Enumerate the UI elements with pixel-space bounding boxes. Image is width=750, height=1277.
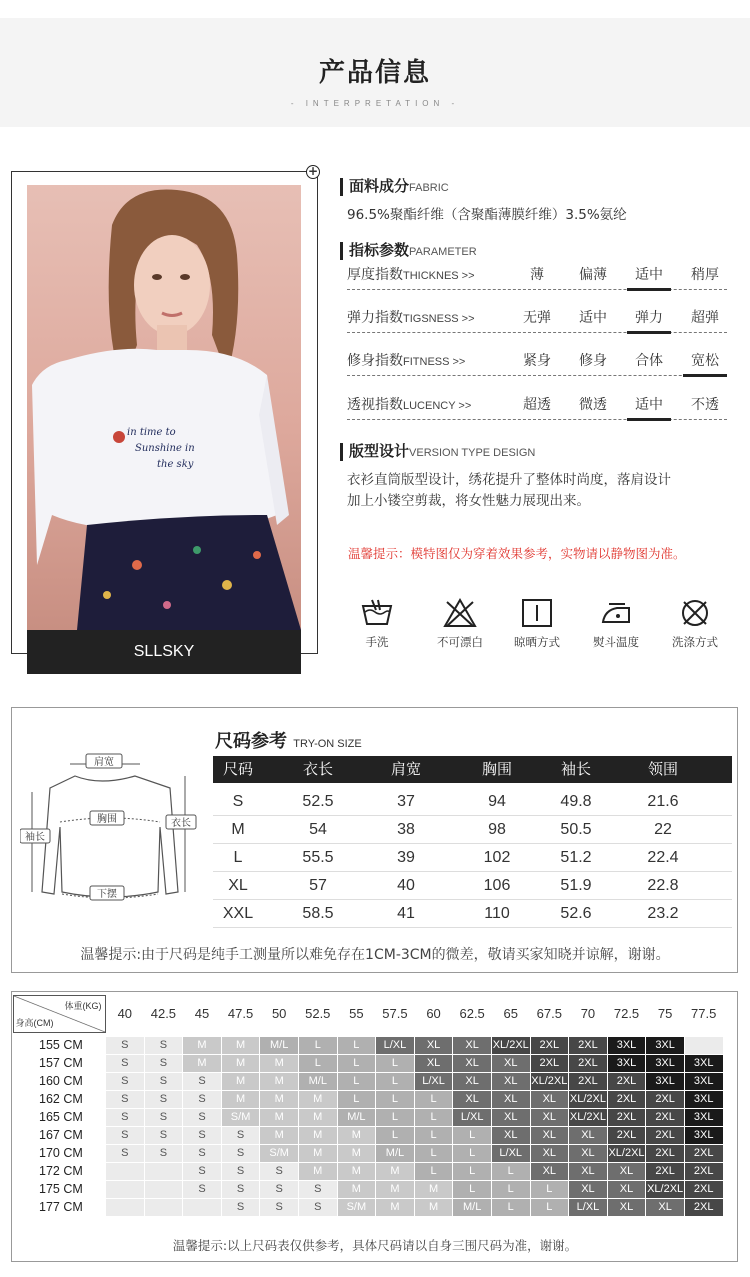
size-cell: L/XL bbox=[376, 1036, 415, 1054]
size-cell: 3XL bbox=[684, 1108, 723, 1126]
size-cell: S/M bbox=[337, 1198, 376, 1216]
size-cell: M/L bbox=[453, 1198, 492, 1216]
size-cell: 3XL bbox=[684, 1126, 723, 1144]
size-cell: S bbox=[106, 1108, 145, 1126]
size-cell: S bbox=[106, 1144, 145, 1162]
size-cell: L bbox=[491, 1180, 530, 1198]
size-cell: M bbox=[260, 1126, 299, 1144]
size-cell: 38 bbox=[397, 821, 415, 838]
size-cell: S bbox=[221, 1126, 260, 1144]
size-cell: 3XL bbox=[646, 1072, 685, 1090]
size-table-header: 尺码 衣长 肩宽 胸围 袖长 领围 bbox=[213, 756, 732, 783]
version-title: 版型设计VERSION TYPE DESIGN bbox=[340, 443, 535, 461]
height-label: 175 CM bbox=[13, 1180, 106, 1198]
table-row bbox=[13, 1162, 724, 1180]
no-bleach-icon bbox=[443, 598, 477, 628]
care-item-no-dry-clean: 洗涤方式 bbox=[665, 598, 725, 650]
size-cell: M bbox=[414, 1180, 453, 1198]
size-cell: 51.9 bbox=[560, 877, 592, 894]
size-cell: S bbox=[183, 1162, 222, 1180]
size-cell: 2XL bbox=[646, 1162, 685, 1180]
parameter-title: 指标参数PARAMETER bbox=[340, 242, 477, 260]
size-cell: XL/2XL bbox=[530, 1072, 569, 1090]
height-label: 177 CM bbox=[13, 1198, 106, 1216]
param-option: 稍厚 bbox=[691, 267, 719, 283]
param-option: 合体 bbox=[635, 353, 663, 369]
size-cell: L bbox=[376, 1090, 415, 1108]
diagram-label-hem: 下摆 bbox=[97, 889, 117, 900]
size-cell: S bbox=[298, 1198, 337, 1216]
size-cell: XL bbox=[607, 1162, 646, 1180]
weight-height-table bbox=[12, 992, 724, 1217]
size-cell: 55.5 bbox=[302, 849, 334, 866]
iron-icon bbox=[599, 598, 633, 628]
size-cell bbox=[144, 1162, 183, 1180]
size-cell: 41 bbox=[397, 905, 415, 922]
page-title: 产品信息 bbox=[318, 58, 431, 88]
size-cell: 2XL bbox=[684, 1144, 723, 1162]
size-cell: L bbox=[337, 1090, 376, 1108]
size-cell: M bbox=[298, 1090, 337, 1108]
param-option: 紧身 bbox=[523, 353, 551, 369]
line-dry-icon bbox=[520, 598, 554, 628]
param-row-lucency: 透视指数LUCENCY >> 超透 微透 适中 不透 bbox=[347, 394, 727, 420]
svg-text:Sunshine in: Sunshine in bbox=[135, 443, 195, 454]
size-cell: 40 bbox=[397, 877, 415, 894]
size-cell: L bbox=[414, 1108, 453, 1126]
size-cell: M bbox=[337, 1180, 376, 1198]
size-cell: 2XL bbox=[607, 1072, 646, 1090]
size-cell: 3XL bbox=[607, 1054, 646, 1072]
size-cell: 2XL bbox=[646, 1090, 685, 1108]
size-cell: 2XL bbox=[569, 1036, 608, 1054]
size-cell: 22 bbox=[654, 821, 672, 838]
size-cell: M bbox=[298, 1108, 337, 1126]
weight-header: 40 bbox=[117, 1006, 133, 1022]
size-cell: L bbox=[337, 1054, 376, 1072]
size-cell: S bbox=[144, 1036, 183, 1054]
size-cell: S bbox=[106, 1090, 145, 1108]
size-cell: L bbox=[453, 1162, 492, 1180]
size-cell: XL/2XL bbox=[569, 1108, 608, 1126]
size-cell: S bbox=[183, 1090, 222, 1108]
weight-header: 60 bbox=[426, 1006, 441, 1022]
diagram-label-length: 衣长 bbox=[171, 818, 191, 829]
weight-header: 55 bbox=[349, 1006, 364, 1022]
version-text-1: 衣衫直筒版型设计，绣花提升了整体时尚度，落肩设计 bbox=[347, 472, 671, 488]
size-cell: M bbox=[376, 1180, 415, 1198]
page-header bbox=[0, 18, 750, 127]
size-row bbox=[213, 788, 732, 816]
size-cell: 3XL bbox=[646, 1036, 685, 1054]
size-cell: 21.6 bbox=[647, 793, 679, 810]
brand-label: SLLSKY bbox=[27, 630, 301, 674]
size-cell: L bbox=[491, 1162, 530, 1180]
care-item-no-bleach: 不可漂白 bbox=[430, 598, 490, 650]
size-cell: L bbox=[453, 1144, 492, 1162]
size-cell: 50.5 bbox=[560, 821, 592, 838]
size-cell: S bbox=[106, 1126, 145, 1144]
size-cell: L bbox=[298, 1036, 337, 1054]
size-cell: 94 bbox=[488, 793, 506, 810]
param-option: 修身 bbox=[579, 353, 607, 369]
size-cell: XL/2XL bbox=[491, 1036, 530, 1054]
size-cell: S bbox=[183, 1126, 222, 1144]
size-cell: XL bbox=[607, 1180, 646, 1198]
table-row bbox=[13, 1054, 724, 1072]
size-cell: M/L bbox=[376, 1144, 415, 1162]
size-cell: XL bbox=[491, 1108, 530, 1126]
size-cell: 49.8 bbox=[560, 793, 592, 810]
size-cell: 3XL bbox=[684, 1072, 723, 1090]
weight-header: 72.5 bbox=[613, 1006, 640, 1022]
size-cell: 2XL bbox=[684, 1162, 723, 1180]
size-cell bbox=[106, 1198, 145, 1216]
size-cell: L bbox=[414, 1162, 453, 1180]
model-warning: 温馨提示：模特图仅为穿着效果参考，实物请以静物图为准。 bbox=[348, 546, 686, 561]
size-cell: L bbox=[414, 1126, 453, 1144]
size-cell: L bbox=[530, 1180, 569, 1198]
care-item-hand-wash: 手洗 bbox=[347, 598, 407, 650]
size-cell: XL bbox=[607, 1198, 646, 1216]
size-cell: M bbox=[183, 1054, 222, 1072]
size-cell: L bbox=[453, 1126, 492, 1144]
size-row bbox=[213, 816, 732, 844]
size-cell: S bbox=[298, 1180, 337, 1198]
param-option-selected: 适中 bbox=[627, 264, 671, 291]
size-cell: 54 bbox=[309, 821, 327, 838]
size-cell: XL bbox=[491, 1054, 530, 1072]
param-option-selected: 弹力 bbox=[627, 307, 671, 334]
param-option: 超透 bbox=[523, 397, 551, 413]
size-cell: 106 bbox=[483, 877, 511, 894]
param-option: 偏薄 bbox=[579, 267, 607, 283]
param-option: 无弹 bbox=[523, 310, 551, 326]
size-cell: M/L bbox=[260, 1036, 299, 1054]
size-cell: S bbox=[183, 1180, 222, 1198]
size-cell: M bbox=[183, 1036, 222, 1054]
shirt-diagram bbox=[20, 752, 200, 907]
plus-icon: + bbox=[307, 164, 319, 178]
size-cell: XL bbox=[491, 1090, 530, 1108]
size-cell: XL bbox=[453, 1036, 492, 1054]
table-row bbox=[13, 1126, 724, 1144]
weight-header: 65 bbox=[503, 1006, 518, 1022]
size-cell: 2XL bbox=[569, 1072, 608, 1090]
size-cell: M bbox=[298, 1126, 337, 1144]
size-row bbox=[213, 844, 732, 872]
table-row bbox=[13, 1108, 724, 1126]
size-cell: 98 bbox=[488, 821, 506, 838]
size-cell bbox=[144, 1180, 183, 1198]
size-cell: S bbox=[183, 1072, 222, 1090]
size-cell: M bbox=[221, 1072, 260, 1090]
weight-header: 45 bbox=[194, 1006, 210, 1022]
weight-header: 52.5 bbox=[305, 1006, 331, 1022]
size-cell bbox=[183, 1198, 222, 1216]
no-dry-clean-icon bbox=[678, 598, 712, 628]
size-cell: 110 bbox=[484, 905, 510, 922]
size-cell: L/XL bbox=[491, 1144, 530, 1162]
size-tip: 温馨提示:由于尺码是纯手工测量所以难免存在1CM-3CM的微差，敬请买家知晓并谅解，谢谢。 bbox=[80, 947, 670, 963]
height-label: 165 CM bbox=[13, 1108, 106, 1126]
size-cell: L bbox=[376, 1126, 415, 1144]
size-cell: 2XL bbox=[646, 1108, 685, 1126]
size-cell: L bbox=[337, 1072, 376, 1090]
param-option: 适中 bbox=[579, 310, 607, 326]
model-photo bbox=[27, 185, 301, 630]
grid-tip: 温馨提示:以上尺码表仅供参考，具体尺码请以自身三围尺码为准，谢谢。 bbox=[172, 1238, 578, 1253]
size-cell: 2XL bbox=[646, 1144, 685, 1162]
height-label: 155 CM bbox=[13, 1036, 106, 1054]
size-cell: L bbox=[376, 1054, 415, 1072]
size-cell: 2XL bbox=[684, 1198, 723, 1216]
size-row bbox=[213, 872, 732, 900]
size-cell: S bbox=[144, 1090, 183, 1108]
weight-header: 57.5 bbox=[382, 1006, 408, 1022]
size-cell: 37 bbox=[397, 793, 415, 810]
size-cell bbox=[684, 1036, 723, 1054]
weight-header: 47.5 bbox=[227, 1006, 254, 1022]
size-cell: S/M bbox=[260, 1144, 299, 1162]
size-cell: 2XL bbox=[607, 1108, 646, 1126]
size-cell: M bbox=[260, 1072, 299, 1090]
size-cell: M bbox=[260, 1054, 299, 1072]
size-cell bbox=[106, 1162, 145, 1180]
param-option: 微透 bbox=[579, 397, 607, 413]
size-cell: XL bbox=[491, 1126, 530, 1144]
size-cell: M bbox=[260, 1108, 299, 1126]
table-row bbox=[13, 1072, 724, 1090]
size-cell: 58.5 bbox=[302, 905, 334, 922]
size-cell: 2XL bbox=[530, 1036, 569, 1054]
size-cell: S bbox=[144, 1126, 183, 1144]
size-cell: S bbox=[221, 1180, 260, 1198]
size-cell: S bbox=[221, 1144, 260, 1162]
weight-header: 70 bbox=[580, 1006, 596, 1022]
size-cell: S bbox=[260, 1180, 299, 1198]
size-cell: M bbox=[414, 1198, 453, 1216]
size-cell: S bbox=[221, 1198, 260, 1216]
size-cell: 2XL bbox=[569, 1054, 608, 1072]
size-cell: M bbox=[337, 1162, 376, 1180]
size-cell: 39 bbox=[397, 849, 415, 866]
version-text-2: 加上小镂空剪裁，将女性魅力展现出来。 bbox=[347, 493, 590, 509]
param-option: 超弹 bbox=[691, 310, 719, 326]
param-option-selected: 宽松 bbox=[683, 350, 727, 377]
size-cell: 3XL bbox=[646, 1054, 685, 1072]
size-cell: S bbox=[183, 1108, 222, 1126]
weight-header: 62.5 bbox=[459, 1006, 485, 1022]
size-cell: S bbox=[183, 1144, 222, 1162]
size-cell: S/M bbox=[221, 1108, 260, 1126]
size-cell: S bbox=[260, 1162, 299, 1180]
size-cell: S bbox=[106, 1072, 145, 1090]
size-cell: XL bbox=[646, 1198, 685, 1216]
size-cell: XL bbox=[453, 1054, 492, 1072]
param-row-fitness: 修身指数FITNESS >> 紧身 修身 合体 宽松 bbox=[347, 350, 727, 376]
weight-header: 50 bbox=[271, 1006, 287, 1022]
size-cell: 23.2 bbox=[647, 905, 679, 922]
param-option-selected: 适中 bbox=[627, 394, 671, 421]
size-cell: XXL bbox=[222, 905, 254, 922]
height-label: 172 CM bbox=[13, 1162, 106, 1180]
svg-text:the sky: the sky bbox=[157, 459, 194, 470]
table-row bbox=[13, 1090, 724, 1108]
size-cell: XL bbox=[414, 1036, 453, 1054]
size-cell: XL bbox=[414, 1054, 453, 1072]
fabric-text: 96.5%聚酯纤维（含聚酯薄膜纤维）3.5%氨纶 bbox=[347, 207, 627, 223]
size-cell: M/L bbox=[337, 1108, 376, 1126]
size-cell: 2XL bbox=[530, 1054, 569, 1072]
param-option: 不透 bbox=[691, 397, 719, 413]
size-cell: XL/2XL bbox=[646, 1180, 685, 1198]
care-item-iron: 熨斗温度 bbox=[586, 598, 646, 650]
size-cell: XL bbox=[453, 1090, 492, 1108]
size-cell: L bbox=[491, 1198, 530, 1216]
size-cell: XL bbox=[453, 1072, 492, 1090]
size-cell: XL bbox=[569, 1144, 608, 1162]
page-subtitle: - INTERPRETATION - bbox=[290, 99, 460, 108]
size-cell: M bbox=[298, 1144, 337, 1162]
table-row bbox=[13, 1198, 724, 1216]
size-cell: XL bbox=[530, 1108, 569, 1126]
size-cell: M bbox=[260, 1090, 299, 1108]
size-cell: L bbox=[414, 1144, 453, 1162]
size-cell: 52.5 bbox=[302, 793, 334, 810]
size-cell: L bbox=[337, 1036, 376, 1054]
diagram-label-sleeve: 袖长 bbox=[25, 832, 45, 843]
height-label: 170 CM bbox=[13, 1144, 106, 1162]
size-cell: 2XL bbox=[646, 1126, 685, 1144]
size-cell: M bbox=[376, 1198, 415, 1216]
size-cell: L bbox=[233, 849, 243, 866]
care-item-line-dry: 晾晒方式 bbox=[507, 598, 567, 650]
size-cell: L bbox=[298, 1054, 337, 1072]
size-row bbox=[213, 900, 732, 928]
size-cell: M/L bbox=[298, 1072, 337, 1090]
size-cell: 102 bbox=[483, 849, 511, 866]
size-cell: 3XL bbox=[684, 1054, 723, 1072]
diagram-label-chest: 胸围 bbox=[97, 814, 117, 825]
size-cell: XL bbox=[569, 1126, 608, 1144]
size-cell: S bbox=[106, 1054, 145, 1072]
size-cell: 57 bbox=[309, 877, 327, 894]
height-label: 160 CM bbox=[13, 1072, 106, 1090]
size-cell: XL bbox=[569, 1162, 608, 1180]
size-cell: XL bbox=[569, 1180, 608, 1198]
table-row bbox=[13, 1180, 724, 1198]
size-cell: 2XL bbox=[684, 1180, 723, 1198]
size-cell: M bbox=[221, 1036, 260, 1054]
size-cell: L bbox=[530, 1198, 569, 1216]
size-cell: L/XL bbox=[453, 1108, 492, 1126]
size-cell: 2XL bbox=[607, 1126, 646, 1144]
size-cell: L/XL bbox=[414, 1072, 453, 1090]
size-cell: 22.4 bbox=[647, 849, 679, 866]
param-option: 薄 bbox=[530, 267, 544, 283]
height-label: 157 CM bbox=[13, 1054, 106, 1072]
weight-header: 67.5 bbox=[536, 1006, 562, 1022]
height-label: 162 CM bbox=[13, 1090, 106, 1108]
size-cell: XL bbox=[530, 1162, 569, 1180]
size-cell: 52.6 bbox=[560, 905, 592, 922]
size-cell: M bbox=[221, 1054, 260, 1072]
size-cell: 22.8 bbox=[647, 877, 679, 894]
weight-header: 42.5 bbox=[150, 1006, 177, 1022]
size-cell: 51.2 bbox=[560, 849, 592, 866]
size-cell: S bbox=[106, 1036, 145, 1054]
size-cell: 3XL bbox=[607, 1036, 646, 1054]
size-cell: S bbox=[144, 1144, 183, 1162]
size-cell: M bbox=[298, 1162, 337, 1180]
size-cell: S bbox=[144, 1072, 183, 1090]
size-cell: L bbox=[376, 1072, 415, 1090]
size-cell: XL bbox=[530, 1090, 569, 1108]
size-cell: S bbox=[144, 1108, 183, 1126]
size-cell: XL bbox=[228, 877, 248, 894]
size-cell: XL bbox=[530, 1126, 569, 1144]
param-row-elasticity: 弹力指数TIGSNESS >> 无弹 适中 弹力 超弹 bbox=[347, 307, 727, 333]
height-label: 167 CM bbox=[13, 1126, 106, 1144]
size-cell bbox=[106, 1180, 145, 1198]
size-cell: L bbox=[376, 1108, 415, 1126]
size-cell: L bbox=[414, 1090, 453, 1108]
hand-wash-icon bbox=[360, 598, 394, 628]
size-title: 尺码参考 TRY-ON SIZE bbox=[215, 731, 362, 752]
table-row bbox=[13, 1144, 724, 1162]
size-cell: S bbox=[221, 1162, 260, 1180]
size-cell: XL bbox=[491, 1072, 530, 1090]
size-cell: XL/2XL bbox=[569, 1090, 608, 1108]
size-cell: XL bbox=[530, 1144, 569, 1162]
size-cell: L/XL bbox=[569, 1198, 608, 1216]
size-cell: 3XL bbox=[684, 1090, 723, 1108]
size-cell: S bbox=[232, 793, 244, 810]
param-row-thickness: 厚度指数THICKNES >> 薄 偏薄 适中 稍厚 bbox=[347, 264, 727, 290]
size-cell: M bbox=[231, 821, 245, 838]
size-cell: M bbox=[337, 1126, 376, 1144]
corner-header: 体重(KG) 身高(CM) bbox=[13, 995, 106, 1033]
diagram-label-shoulder: 肩宽 bbox=[94, 757, 114, 768]
size-cell bbox=[144, 1198, 183, 1216]
size-cell: S bbox=[260, 1198, 299, 1216]
size-cell: XL/2XL bbox=[607, 1144, 646, 1162]
svg-text:in time to: in time to bbox=[127, 427, 176, 438]
fabric-title: 面料成分FABRIC bbox=[340, 178, 449, 196]
size-cell: 2XL bbox=[607, 1090, 646, 1108]
size-cell: S bbox=[144, 1054, 183, 1072]
size-cell: L bbox=[453, 1180, 492, 1198]
size-cell: M bbox=[376, 1162, 415, 1180]
table-row bbox=[13, 1036, 724, 1054]
weight-header: 75 bbox=[657, 1006, 673, 1022]
size-cell: M bbox=[221, 1090, 260, 1108]
weight-header: 77.5 bbox=[691, 1006, 717, 1022]
size-cell: M bbox=[337, 1144, 376, 1162]
